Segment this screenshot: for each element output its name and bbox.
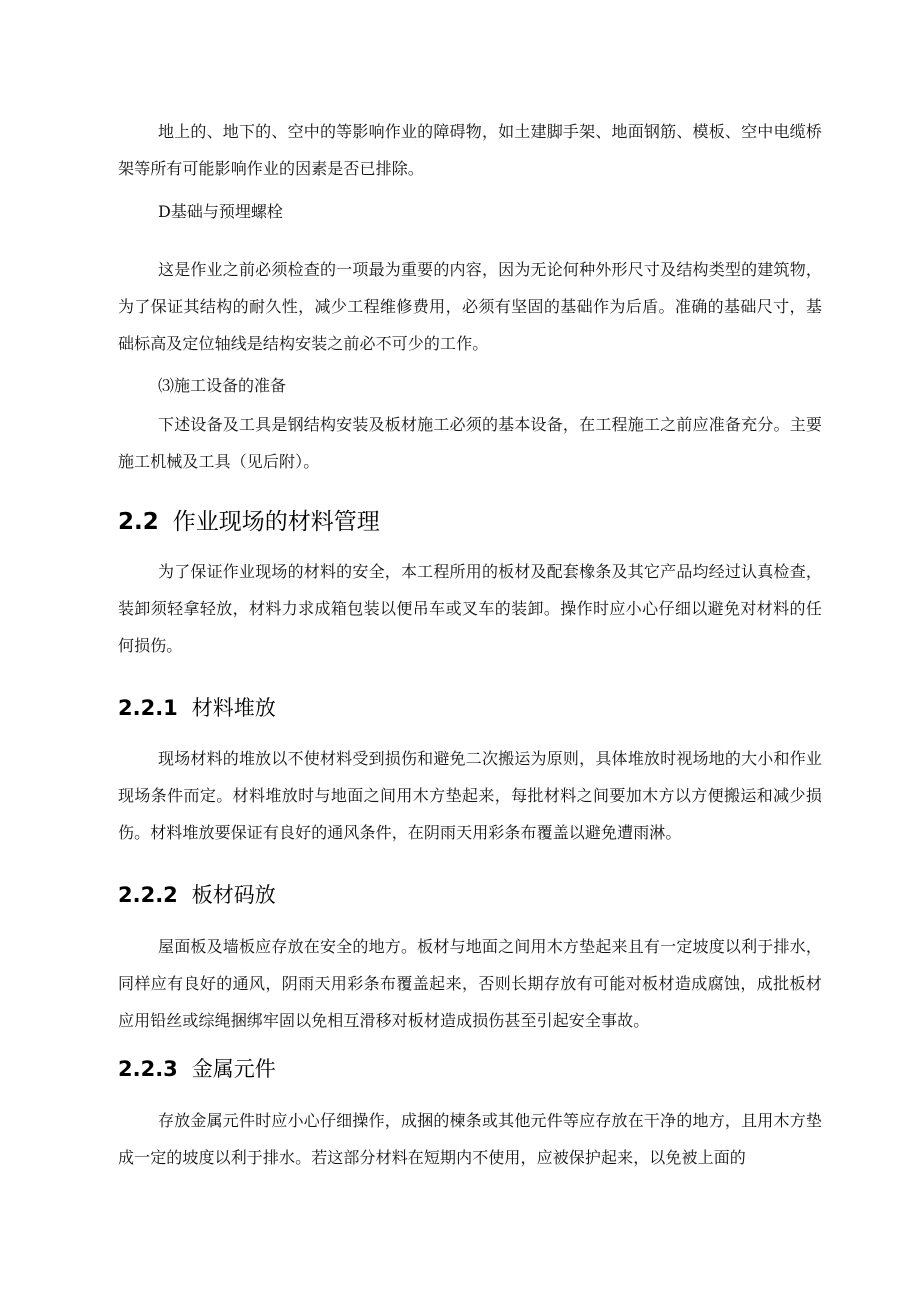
paragraph-material-management: 为了保证作业现场的材料的安全，本工程所用的板材及配套橡条及其它产品均经过认真检查，装卸须轻拿轻放，材料力求成箱包装以便吊车或叉车的装卸。操作时应小心仔细以避免对材料的任何损伤。 — [118, 562, 822, 655]
section-heading-2-2 — [118, 507, 380, 537]
section-heading-2-2-1 — [118, 694, 276, 722]
paragraph-foundation: 这是作业之前必须检查的一项最为重要的内容，因为无论何种外形尺寸及结构类型的建筑物，为了保证其结构的耐久性，减少工程维修费用，必须有坚固的基础作为后盾。准确的基础尺寸，基础标高及定位轴线是结构安装之前必不可少的工作。 — [118, 260, 822, 353]
section-heading-2-2-3 — [118, 1055, 276, 1083]
section-heading-2-2-2 — [118, 881, 276, 909]
section-number: 2.2 — [118, 509, 159, 535]
section-number: 2.2.2 — [118, 883, 178, 907]
paragraph-equipment: 下述设备及工具是钢结构安装及板材施工必须的基本设备，在工程施工之前应准备充分。主要施工机械及工具（见后附）。 — [118, 415, 822, 471]
section-number: 2.2.3 — [118, 1057, 178, 1081]
paragraph-metal-components: 存放金属元件时应小心仔细操作，成捆的楝条或其他元件等应存放在干净的地方，且用木方垫成一定的坡度以利于排水。若这部分材料在短期内不使用，应被保护起来，以免被上面的 — [118, 1111, 822, 1167]
paragraph-obstacles: 地上的、地下的、空中的等影响作业的障碍物，如土建脚手架、地面钢筋、模板、空中电缆桥架等所有可能影响作业的因素是否已排除。 — [118, 122, 822, 178]
paragraph-material-stacking: 现场材料的堆放以不使材料受到损伤和避免二次搬运为原则，具体堆放时视场地的大小和作业现场条件而定。材料堆放时与地面之间用木方垫起来，每批材料之间要加木方以方便搬运和减少损伤。材料堆放要保证有良好的通风条件，在阴雨天用彩条布覆盖以避免遭雨淋。 — [118, 749, 822, 842]
section-title: 金属元件 — [191, 1057, 276, 1081]
item-3-heading: ⑶施工设备的准备 — [158, 376, 287, 395]
section-title: 材料堆放 — [191, 696, 276, 720]
paragraph-panel-stacking: 屋面板及墙板应存放在安全的地方。板材与地面之间用木方垫起来且有一定坡度以利于排水，同样应有良好的通风，阴雨天用彩条布覆盖起来，否则长期存放有可能对板材造成腐蚀，成批板材应用铅丝或综绳捆绑牢固以免相互滑移对板材造成损伤甚至引起安全事故。 — [118, 937, 822, 1030]
item-d-heading: D基础与预埋螺栓 — [158, 202, 283, 221]
section-number: 2.2.1 — [118, 696, 178, 720]
section-title: 作业现场的材料管理 — [172, 509, 380, 535]
section-title: 板材码放 — [191, 883, 276, 907]
